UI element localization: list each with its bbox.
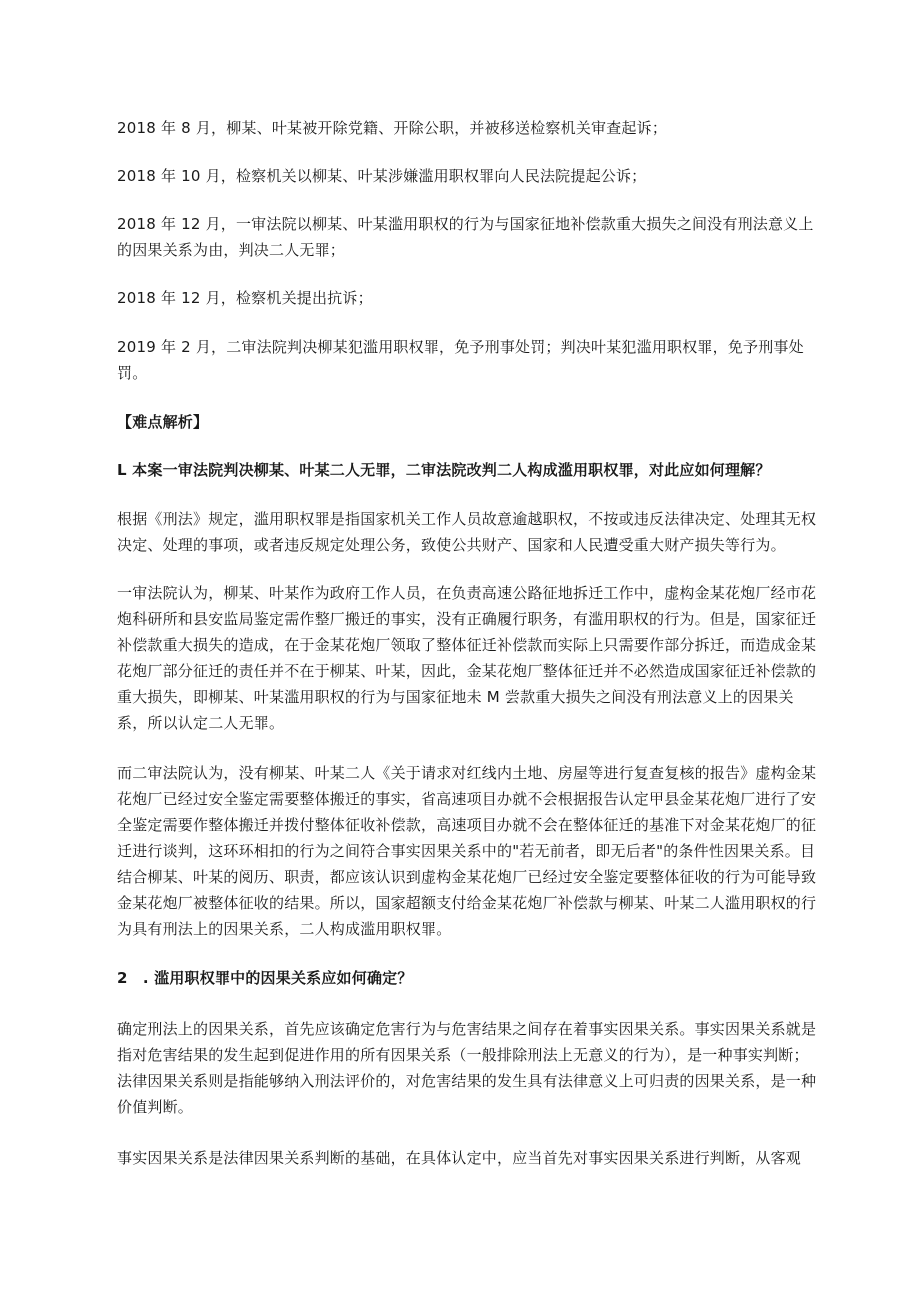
timeline-item-2018-08: 2018 年 8 月，柳某、叶某被开除党籍、开除公职，并被移送检察机关审查起诉；	[117, 119, 668, 137]
section-title: 【难点解析】	[117, 413, 209, 431]
timeline-item-2018-12-protest: 2018 年 12 月，检察机关提出抗诉；	[117, 289, 373, 307]
question-1-heading: L 本案一审法院判决柳某、叶某二人无罪，二审法院改判二人构成滥用职权罪，对此应如何理解？	[117, 461, 771, 479]
timeline-item-2018-12-first-instance: 2018 年 12 月，一审法院以柳某、叶某滥用职权的行为与国家征地补偿款重大损失之间没有刑法意义上的因果关系为由，判决二人无罪；	[117, 215, 814, 259]
q1-paragraph-definition: 根据《刑法》规定，滥用职权罪是指国家机关工作人员故意逾越职权，不按或违反法律决定、处理其无权决定、处理的事项，或者违反规定处理公务，致使公共财产、国家和人民遭受重大财产损失等行为。	[117, 510, 817, 554]
timeline-item-2019-02: 2019 年 2 月，二审法院判决柳某犯滥用职权罪，免予刑事处罚；判决叶某犯滥用职权罪，免予刑事处罚。	[117, 338, 804, 382]
q1-paragraph-second-instance: 而二审法院认为，没有柳某、叶某二人《关于请求对红线内土地、房屋等进行复查复核的报告》虚构金某花炮厂已经过安全鉴定需要整体搬迁的事实，省高速项目办就不会根据报告认定甲县金某花炮厂进行了安全鉴定需要作整体搬迁并拨付整体征收补偿款，高速项目办就不会在整体征迁的基准下对金某花炮厂的征迁进行谈判，这环环相扣的行为之间符合事实因果关系中的"若无前者，即无后者"的条件性因果关系。目结合柳某、叶某的阅历、职责，都应该认识到虚构金某花炮厂已经过安全鉴定要整体征收的行为可能导致金某花炮厂被整体征收的结果。所以，国家超额支付给金某花炮厂补偿款与柳某、叶某二人滥用职权的行为具有刑法上的因果关系，二人构成滥用职权罪。	[117, 764, 817, 938]
q1-paragraph-first-instance: 一审法院认为，柳某、叶某作为政府工作人员，在负责高速公路征地拆迁工作中，虚构金某花炮厂经市花炮科研所和县安监局鉴定需作整厂搬迁的事实，没有正确履行职务，有滥用职权的行为。但是，国家征迁补偿款重大损失的造成，在于金某花炮厂领取了整体征迁补偿款而实际上只需要作部分拆迁，而造成金某花炮厂部分征迁的责任并不在于柳某、叶某，因此，金某花炮厂整体征迁并不必然造成国家征迁补偿款的重大损失，即柳某、叶某滥用职权的行为与国家征地未 M 尝款重大损失之间没有刑法意义上的因果关系，所以认定二人无罪。	[117, 584, 817, 732]
q2-paragraph-factual-basis: 事实因果关系是法律因果关系判断的基础，在具体认定中，应当首先对事实因果关系进行判断，从客观	[117, 1149, 802, 1167]
timeline-item-2018-10: 2018 年 10 月，检察机关以柳某、叶某涉嫌滥用职权罪向人民法院提起公诉；	[117, 167, 647, 185]
q2-paragraph-causality: 确定刑法上的因果关系，首先应该确定危害行为与危害结果之间存在着事实因果关系。事实因果关系就是指对危害结果的发生起到促进作用的所有因果关系（一般排除刑法上无意义的行为），是一种事实判断；法律因果关系则是指能够纳入刑法评价的，对危害结果的发生具有法律意义上可归责的因果关系，是一种价值判断。	[117, 1020, 817, 1116]
question-2-heading: 2 . 滥用职权罪中的因果关系应如何确定？	[117, 969, 413, 987]
